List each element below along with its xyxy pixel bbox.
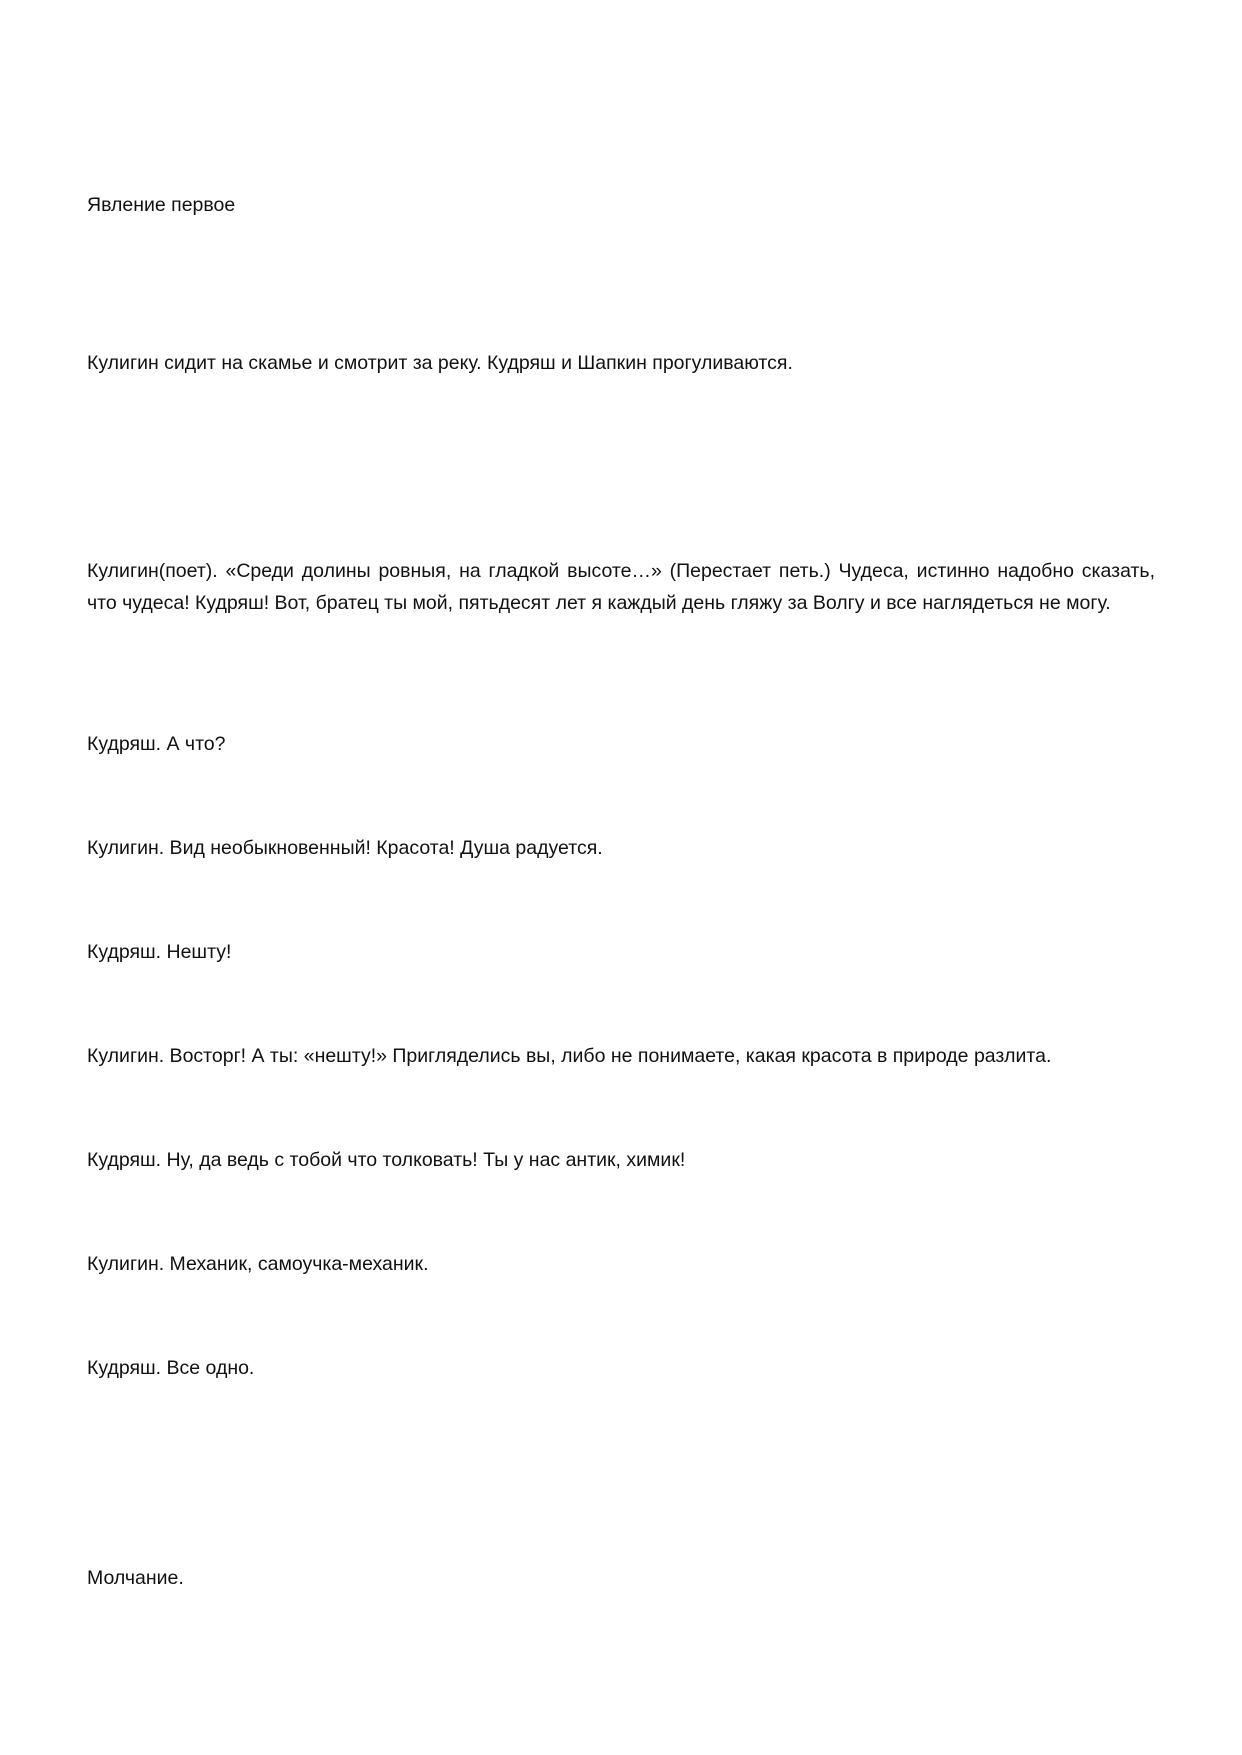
closing-direction: Молчание. — [87, 1567, 184, 1589]
dialogue-line-kuligin: Кулигин. Механик, самоучка-механик. — [87, 1253, 429, 1275]
dialogue-line-kudryash: Кудряш. Ну, да ведь с тобой что толковать! Ты у нас антик, химик! — [87, 1149, 686, 1171]
dialogue-line-kuligin: Кулигин. Вид необыкновенный! Красота! Душа радуется. — [87, 837, 603, 859]
dialogue-line-kudryash: Кудряш. Нешту! — [87, 941, 232, 963]
dialogue-line-kudryash: Кудряш. Все одно. — [87, 1357, 255, 1379]
dialogue-line-kuligin: Кулигин. Восторг! А ты: «нешту!» Пригляделись вы, либо не понимаете, какая красота в природе разлита. — [87, 1045, 1052, 1067]
stage-direction: Кулигин сидит на скамье и смотрит за реку. Кудряш и Шапкин прогуливаются. — [87, 352, 793, 374]
dialogue-line-kuligin-song: Кулигин(поет). «Среди долины ровныя, на гладкой высоте…» (Перестает петь.) Чудеса, истинно надобно сказать, что чудеса! Кудряш! Вот, братец ты мой, пятьдесят лет я каждый день гляжу за Волгу и все наглядеться не могу. — [87, 560, 1155, 614]
dialogue-line-kudryash: Кудряш. А что? — [87, 733, 226, 755]
scene-title: Явление первое — [87, 194, 236, 216]
